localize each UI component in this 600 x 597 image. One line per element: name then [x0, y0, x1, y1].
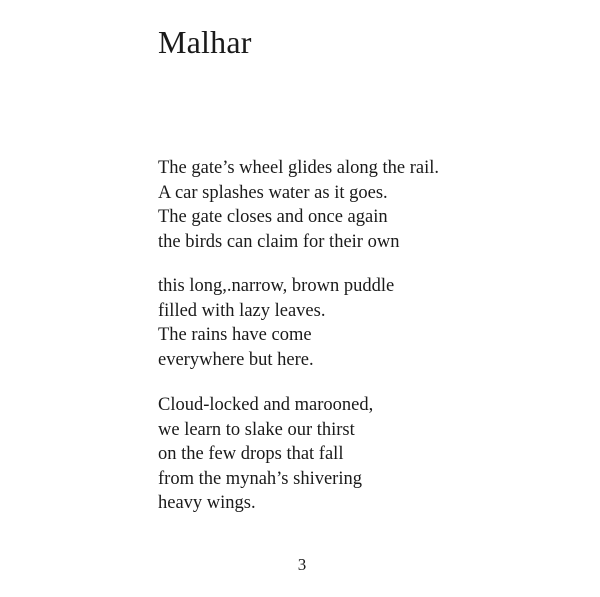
stanza-3 — [158, 393, 373, 516]
poem-line: A car splashes water as it goes. — [158, 182, 388, 203]
poem-line: this long,.narrow, brown puddle — [158, 276, 395, 296]
poem-line: filled with lazy leaves. — [158, 300, 326, 321]
poem-line: The gate closes and once again — [158, 207, 388, 227]
poem-line: The gate’s wheel glides along the rail. — [158, 158, 440, 178]
stanza-2 — [158, 274, 394, 372]
poem-line: the birds can claim for their own — [158, 231, 400, 252]
poem-line: from the mynah’s shivering — [158, 468, 362, 489]
page-number: 3 — [297, 555, 307, 574]
poem-line: Cloud-locked and marooned, — [158, 395, 374, 415]
poem-line: everywhere but here. — [158, 349, 314, 370]
poem-line: we learn to slake our thirst — [158, 419, 355, 440]
stanza-1 — [158, 156, 439, 254]
poem-line: on the few drops that fall — [158, 444, 344, 464]
poem-line: heavy wings. — [158, 493, 256, 513]
poem-title: Malhar — [158, 24, 252, 60]
poem-line: The rains have come — [158, 325, 312, 345]
